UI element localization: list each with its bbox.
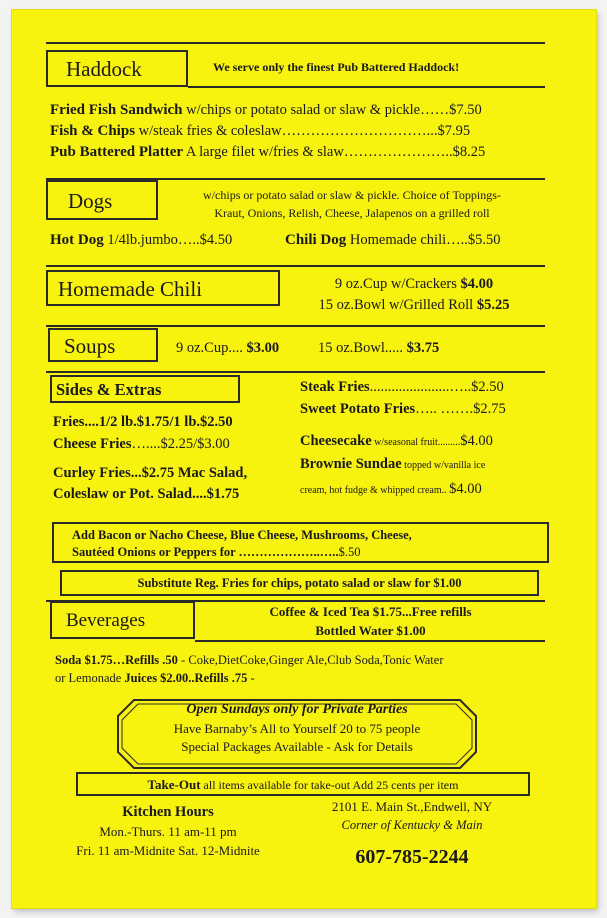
substitute-box xyxy=(60,570,539,596)
item-name: Steak Fries xyxy=(300,379,370,395)
chili-title: Homemade Chili xyxy=(58,277,203,301)
item-name: Fish & Chips xyxy=(50,123,136,139)
item-name: Cheese Fries xyxy=(53,436,132,452)
sides-cheesecake xyxy=(300,433,493,450)
beverages-coffee: Coffee & Iced Tea $1.75...Free refills xyxy=(269,604,472,619)
beverages-water: Bottled Water $1.00 xyxy=(315,623,426,638)
sides-title: Sides & Extras xyxy=(56,380,162,399)
sides-header-box xyxy=(50,375,240,403)
soups-bowl xyxy=(318,340,439,357)
juices-price: Juices $2.00..Refills .75 xyxy=(124,671,248,685)
soups-cup-text: 9 oz.Cup.... xyxy=(176,340,247,356)
item-price: $2.75 xyxy=(473,401,506,417)
sides-cheese-fries xyxy=(53,436,230,453)
item-desc: w/chips or potato salad or slaw & pickle…… xyxy=(182,102,450,118)
location-corner: Corner of Kentucky & Main xyxy=(341,818,483,832)
juices-rest: - xyxy=(247,671,255,685)
takeout-label: Take-Out xyxy=(147,777,201,792)
addons-price: $.50 xyxy=(338,545,361,559)
item-desc: cream, hot fudge & whipped cream.. xyxy=(300,485,450,496)
item-dots: ......................….. xyxy=(369,379,472,395)
chili-bowl xyxy=(284,297,544,314)
menu-item-fried-fish-sandwich xyxy=(50,102,482,119)
menu-item-fish-and-chips xyxy=(50,123,470,140)
sundays-line1: Open Sundays only for Private Parties xyxy=(186,702,408,717)
sides-brownie-sundae-line2 xyxy=(300,480,482,498)
chili-header-box xyxy=(46,270,280,306)
item-name: Hot Dog xyxy=(50,232,104,248)
beverages-soda xyxy=(55,653,443,668)
soups-header-box xyxy=(48,328,158,362)
item-price: $4.00 xyxy=(460,433,493,449)
chili-cup xyxy=(284,276,544,293)
item-desc: 1/4lb.jumbo….. xyxy=(103,232,200,248)
menu-item-pub-battered-platter xyxy=(50,144,485,161)
menu-page xyxy=(12,10,596,908)
location-address: 2101 E. Main St.,Endwell, NY xyxy=(331,799,493,814)
menu-item-hot-dog xyxy=(50,232,232,249)
soda-options: - Coke,DietCoke,Ginger Ale,Club Soda,Tonic Water xyxy=(177,653,444,667)
takeout-text xyxy=(78,777,528,793)
item-name: Sweet Potato Fries xyxy=(300,401,416,417)
beverages-bottom-rule xyxy=(195,640,545,642)
soups-bowl-text: 15 oz.Bowl..... xyxy=(318,340,407,356)
haddock-top-rule xyxy=(46,42,545,44)
sides-steak-fries xyxy=(300,379,504,396)
item-desc: Homemade chili….. xyxy=(346,232,468,248)
item-price: $2.50 xyxy=(471,379,504,395)
addons-text: Sautéed Onions or Peppers for ………………..….. xyxy=(72,545,339,559)
sides-coleslaw xyxy=(53,486,239,503)
dogs-desc-line1: w/chips or potato salad or slaw & pickle. Choice of Toppings- xyxy=(203,188,501,202)
sundays-line3: Special Packages Available - Ask for Details xyxy=(181,739,413,754)
sundays-line2: Have Barnaby’s All to Yourself 20 to 75 people xyxy=(173,721,421,736)
soups-bottom-rule xyxy=(46,371,545,373)
beverages-juices xyxy=(55,671,255,686)
hours-line1: Mon.-Thurs. 11 am-11 pm xyxy=(99,824,237,839)
haddock-title: Haddock xyxy=(66,57,142,81)
item-desc: A large filet w/fries & slaw………………….. xyxy=(183,144,453,160)
dogs-header-box xyxy=(46,180,158,220)
soups-top-rule xyxy=(46,325,545,327)
dogs-desc-line2: Kraut, Onions, Relish, Cheese, Jalapenos on a grilled roll xyxy=(214,206,490,220)
item-name: Chili Dog xyxy=(285,232,347,248)
item-price: $4.50 xyxy=(199,232,233,248)
soda-price: Soda $1.75…Refills .50 xyxy=(55,653,178,667)
item-price: $5.50 xyxy=(467,232,501,248)
item-price: …....$2.25/$3.00 xyxy=(131,436,230,452)
takeout-box xyxy=(76,772,530,796)
soups-cup xyxy=(176,340,279,357)
beverages-header-box xyxy=(50,601,195,639)
hours-title: Kitchen Hours xyxy=(122,804,214,820)
item-desc: w/steak fries & coleslaw…………………………... xyxy=(135,123,438,139)
chili-cup-text: 9 oz.Cup w/Crackers xyxy=(334,276,461,292)
item-price: $7.50 xyxy=(449,102,482,118)
item-price: $7.95 xyxy=(437,123,471,139)
substitute-text: Substitute Reg. Fries for chips, potato salad or slaw for $1.00 xyxy=(137,576,462,590)
addons-box xyxy=(52,522,549,563)
chili-top-rule xyxy=(46,265,545,267)
haddock-header-box xyxy=(46,50,188,87)
location-phone: 607-785-2244 xyxy=(355,846,469,868)
sides-sweet-potato-fries xyxy=(300,401,506,418)
item-price: $4.00 xyxy=(449,481,482,497)
coleslaw-text: Coleslaw or Pot. Salad....$1.75 xyxy=(53,486,240,502)
addons-line2 xyxy=(72,545,360,560)
item-desc: w/seasonal fruit......... xyxy=(371,437,461,448)
addons-line1: Add Bacon or Nacho Cheese, Blue Cheese, Mushrooms, Cheese, xyxy=(72,528,412,542)
chili-cup-price: $4.00 xyxy=(460,276,494,292)
sides-fries: Fries....1/2 lb.$1.75/1 lb.$2.50 xyxy=(53,414,233,430)
menu-item-chili-dog xyxy=(285,232,501,249)
beverages-title: Beverages xyxy=(66,610,146,631)
soups-title: Soups xyxy=(64,334,116,358)
haddock-tagline: We serve only the finest Pub Battered Haddock! xyxy=(213,60,460,74)
item-price: $8.25 xyxy=(452,144,486,160)
item-name: Fried Fish Sandwich xyxy=(50,102,183,118)
item-name: Brownie Sundae xyxy=(300,456,402,472)
item-desc: topped w/vanilla ice xyxy=(401,460,486,471)
chili-bowl-text: 15 oz.Bowl w/Grilled Roll xyxy=(318,297,477,313)
item-dots: ….. ……. xyxy=(415,401,474,417)
dogs-title: Dogs xyxy=(68,189,113,213)
item-name: Cheesecake xyxy=(300,433,372,449)
haddock-bottom-rule xyxy=(188,86,545,88)
sides-brownie-sundae xyxy=(300,456,485,473)
takeout-desc: all items available for take-out Add 25 cents per item xyxy=(200,778,459,792)
soups-bowl-price: $3.75 xyxy=(406,340,440,356)
chili-bowl-price: $5.25 xyxy=(476,297,510,313)
sides-curley-fries: Curley Fries...$2.75 Mac Salad, xyxy=(53,465,248,481)
hours-line2: Fri. 11 am-Midnite Sat. 12-Midnite xyxy=(76,843,260,858)
lemonade-text: or Lemonade xyxy=(55,671,125,685)
item-name: Pub Battered Platter xyxy=(50,144,184,160)
soups-cup-price: $3.00 xyxy=(246,340,280,356)
